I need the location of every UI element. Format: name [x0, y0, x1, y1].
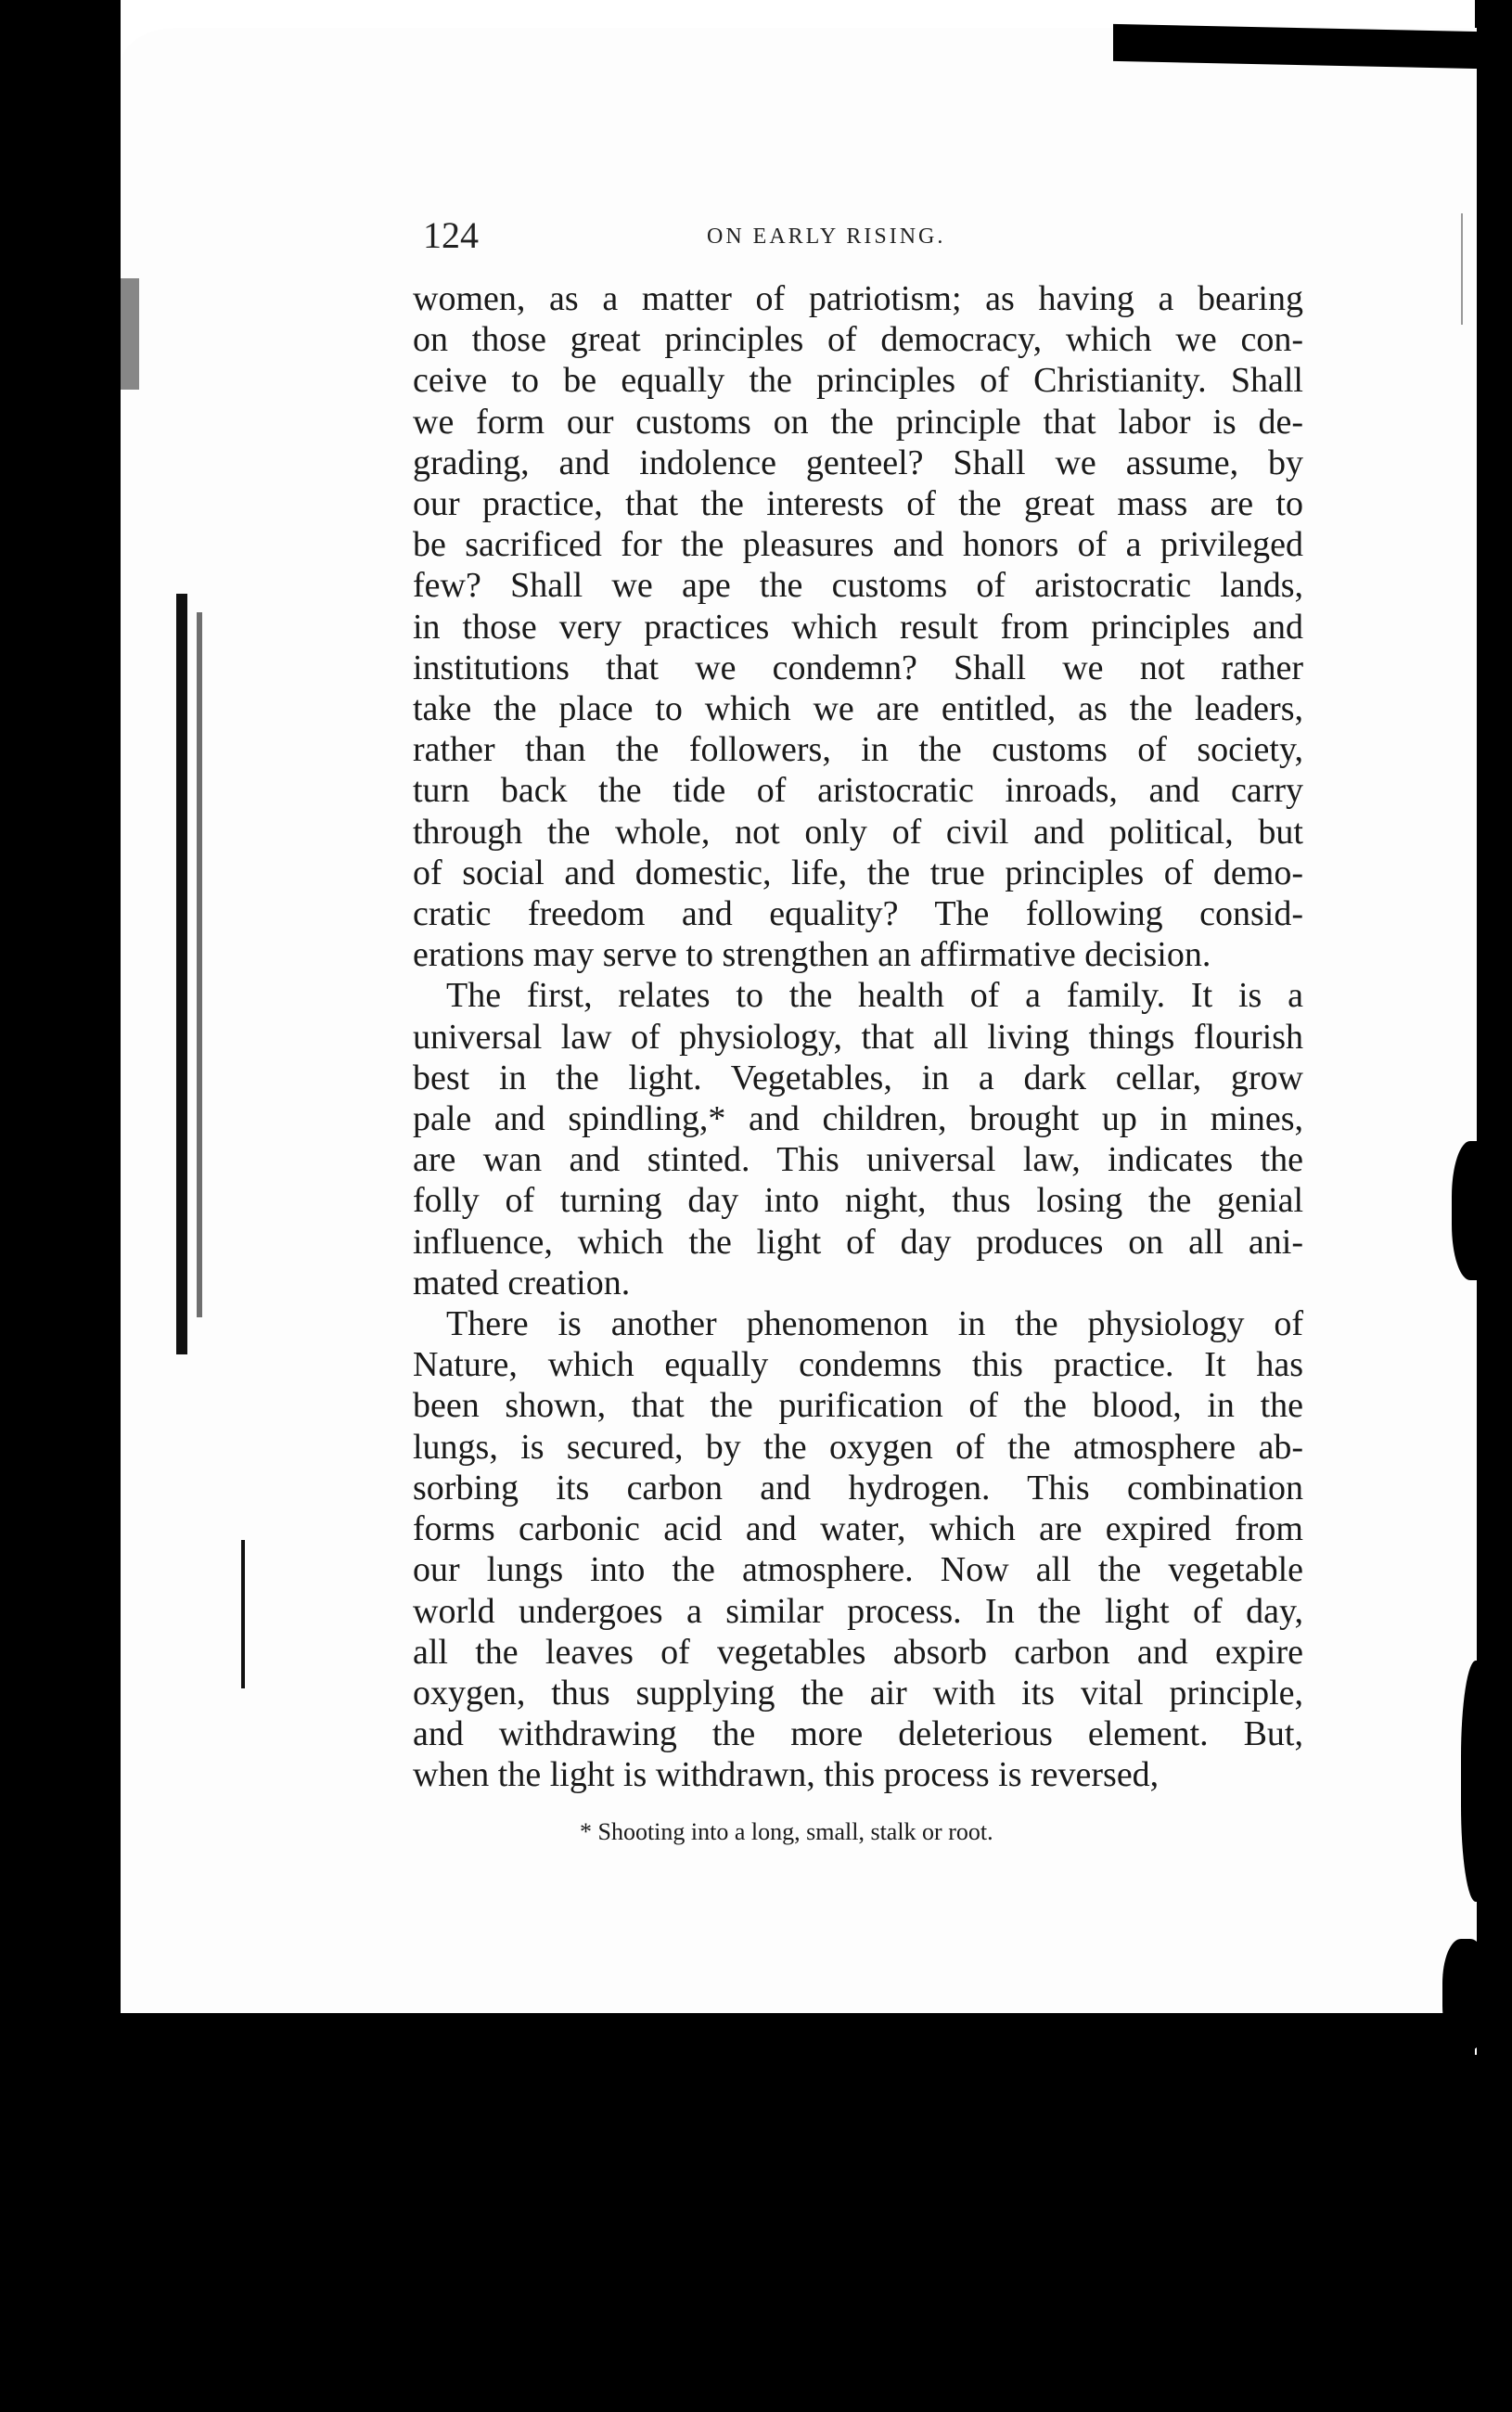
text-line: take the place to which we are entitled, as the leaders, [413, 689, 1303, 729]
text-line: pale and spindling,* and children, brought up in mines, [413, 1099, 1303, 1139]
text-line: our lungs into the atmosphere. Now all the vegetable [413, 1550, 1303, 1590]
scanner-background-bottom [0, 2055, 1512, 2412]
text-line: ceive to be equally the principles of Christianity. Shall [413, 361, 1303, 401]
text-line: lungs, is secured, by the oxygen of the atmosphere ab- [413, 1427, 1303, 1467]
text-line: are wan and stinted. This universal law, indicates the [413, 1140, 1303, 1180]
text-line: universal law of physiology, that all living things flourish [413, 1017, 1303, 1057]
page-bottom-edge-shadow [56, 2013, 1475, 2069]
body-text [413, 278, 1303, 1796]
text-line: There is another phenomenon in the physiology of [446, 1304, 1303, 1344]
text-line: women, as a matter of patriotism; as having a bearing [413, 279, 1303, 318]
text-line: and withdrawing the more deleterious element. But, [413, 1714, 1303, 1754]
text-line: sorbing its carbon and hydrogen. This combination [413, 1468, 1303, 1508]
text-line: influence, which the light of day produces on all ani- [413, 1222, 1303, 1262]
text-line: folly of turning day into night, thus losing the genial [413, 1181, 1303, 1221]
right-edge-smudge [1461, 1661, 1498, 1902]
text-line: we form our customs on the principle that labor is de- [413, 402, 1303, 442]
page-number: 124 [423, 214, 479, 256]
page-edge-line [1461, 213, 1463, 325]
text-line: been shown, that the purification of the blood, in the [413, 1386, 1303, 1426]
text-line: our practice, that the interests of the great mass are to [413, 484, 1303, 524]
text-line: on those great principles of democracy, which we con- [413, 320, 1303, 360]
page-top-edge-shadow [1113, 24, 1480, 69]
text-line: in those very practices which result from principles and [413, 607, 1303, 647]
text-line: The first, relates to the health of a family. It is a [446, 976, 1303, 1016]
text-line: cratic freedom and equality? The following consid- [413, 894, 1303, 934]
text-line: best in the light. Vegetables, in a dark cellar, grow [413, 1058, 1303, 1097]
text-line: few? Shall we ape the customs of aristocratic lands, [413, 566, 1303, 606]
left-gutter-streak [197, 612, 202, 1317]
text-line: be sacrificed for the pleasures and honors of a privileged [413, 525, 1303, 565]
text-line: erations may serve to strengthen an affirmative decision. [413, 935, 1211, 975]
text-line: of social and domestic, life, the true principles of demo- [413, 853, 1303, 892]
footnote: * Shooting into a long, small, stalk or root. [580, 1818, 993, 1845]
text-line: oxygen, thus supplying the air with its vital principle, [413, 1673, 1303, 1713]
left-gutter-streak [241, 1540, 245, 1688]
right-edge-smudge [1452, 1141, 1498, 1280]
right-edge-smudge [1442, 1939, 1489, 2050]
left-gutter-streak [176, 594, 187, 1354]
text-line: turn back the tide of aristocratic inroads, and carry [413, 771, 1303, 811]
text-line: Nature, which equally condemns this practice. It has [413, 1345, 1303, 1385]
running-title: ON EARLY RISING. [707, 225, 946, 249]
text-line: grading, and indolence genteel? Shall we assume, by [413, 443, 1303, 482]
text-line: all the leaves of vegetables absorb carbon and expire [413, 1632, 1303, 1672]
text-line: rather than the followers, in the customs of society, [413, 730, 1303, 770]
text-line: forms carbonic acid and water, which are expired from [413, 1509, 1303, 1549]
text-line: institutions that we condemn? Shall we not rather [413, 648, 1303, 687]
left-gutter-streak [121, 278, 139, 390]
text-line: world undergoes a similar process. In the light of day, [413, 1591, 1303, 1631]
text-line: through the whole, not only of civil and political, but [413, 812, 1303, 852]
text-line: when the light is withdrawn, this process is reversed, [413, 1755, 1160, 1795]
text-line: mated creation. [413, 1263, 631, 1302]
running-head [423, 213, 1295, 269]
